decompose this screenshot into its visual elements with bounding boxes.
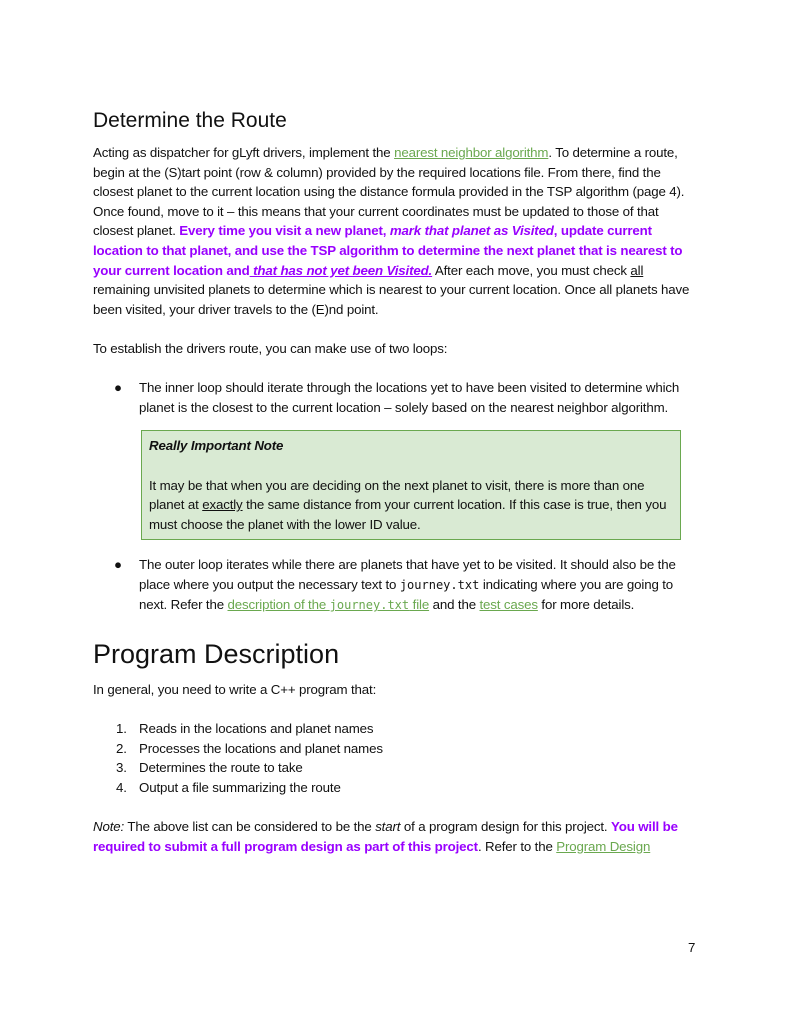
underlined-word: all [630, 262, 644, 278]
link-test-cases[interactable]: test cases [479, 597, 538, 613]
note-title: Really Important Note [149, 438, 284, 454]
link-program-design[interactable]: Program Design [556, 838, 651, 854]
emphasis-text: , update current location to that planet, and use the TSP algorithm to determine the next planet that is nearest to your current location and [93, 223, 683, 278]
loop-list [93, 378, 698, 417]
step-text: Processes the locations and planet names [139, 740, 383, 756]
text: After each move, you must check [432, 262, 631, 278]
text: The above list can be considered to be the [124, 819, 376, 835]
text: for more details. [537, 597, 635, 613]
underlined-word: exactly [202, 497, 243, 513]
text: The inner loop should iterate through the locations yet to have been visited to determine which planet is the closest to the current location – solely based on the nearest neighbor algorithm. [139, 380, 680, 415]
bullet-icon: ● [114, 380, 122, 396]
spacer [149, 456, 672, 476]
text: remaining unvisited planets to determine which is nearest to your current location. Once all planets have been visited, your driver travels to the (E)nd point. [93, 282, 690, 317]
spacer [93, 359, 698, 379]
list-item [93, 719, 698, 739]
list-item [93, 758, 698, 778]
note-body [149, 476, 672, 535]
loop-list-2 [93, 555, 698, 616]
program-steps-list [93, 719, 698, 797]
spacer [93, 700, 698, 720]
spacer [93, 319, 698, 339]
spacer [93, 798, 698, 818]
emphasis-text: that has not yet been Visited. [249, 262, 433, 278]
link-journey-description[interactable] [228, 597, 430, 612]
step-number: 4. [116, 780, 127, 796]
important-note-box [141, 430, 681, 540]
text: of a program design for this project. [400, 819, 612, 835]
heading-determine-route: Determine the Route [93, 109, 287, 132]
emphasis-text: mark that planet as Visited [389, 223, 554, 239]
step-text: Output a file summarizing the route [139, 780, 341, 796]
step-text: Determines the route to take [139, 760, 303, 776]
page-content [93, 108, 698, 856]
list-item [93, 739, 698, 759]
bullet-icon: ● [114, 557, 122, 573]
route-paragraph [93, 143, 698, 319]
text: . Refer to the [477, 838, 557, 854]
list-item-outer-loop [93, 555, 698, 616]
step-number: 1. [116, 721, 127, 737]
spacer [93, 616, 698, 638]
emphasis-text: You will be required to submit a full program design as part of this project [93, 819, 678, 854]
heading-program-description: Program Description [93, 639, 340, 670]
step-number: 2. [116, 740, 127, 756]
page-number: 7 [688, 940, 696, 955]
code-filename: journey.txt [399, 577, 480, 592]
step-number: 3. [116, 760, 127, 776]
text: It may be that when you are deciding on the next planet to visit, there is more than one planet at [149, 477, 645, 513]
emphasis-text: Every time you visit a new planet, [179, 223, 390, 239]
text: the same distance from your current location. If this case is true, then you must choose the planet with the lower ID value. [149, 497, 667, 532]
italic-word: start [375, 819, 401, 835]
link-code: journey.txt [329, 598, 410, 613]
loops-intro: To establish the drivers route, you can make use of two loops: [93, 340, 448, 356]
text: The outer loop iterates while there are planets that have yet to be visited. It should also be the place where you output the necessary text to [139, 557, 676, 592]
link-nearest-neighbor[interactable]: nearest neighbor algorithm [394, 145, 549, 160]
step-text: Reads in the locations and planet names [139, 721, 374, 737]
list-item-inner-loop [93, 378, 698, 417]
text: indicating where you are going to next. Refer the [139, 576, 674, 613]
design-note-paragraph [93, 817, 698, 856]
text: Acting as dispatcher for gLyft drivers, implement the [93, 145, 395, 160]
text: . To determine a route, begin at the (S)tart point (row & column) provided by the required locations file. From there, find the closest planet to the current location using the distance formula provided in the TSP algorithm (page 4). Once found, move to it – this means that your current coordinates must be updated to those of that closest planet. [93, 145, 685, 239]
list-item [93, 778, 698, 798]
program-intro: In general, you need to write a C++ program that: [93, 682, 377, 698]
text: and the [429, 597, 480, 613]
note-label: Note: [93, 819, 125, 835]
link-text: description of the [227, 597, 330, 613]
link-text: file [409, 597, 430, 613]
